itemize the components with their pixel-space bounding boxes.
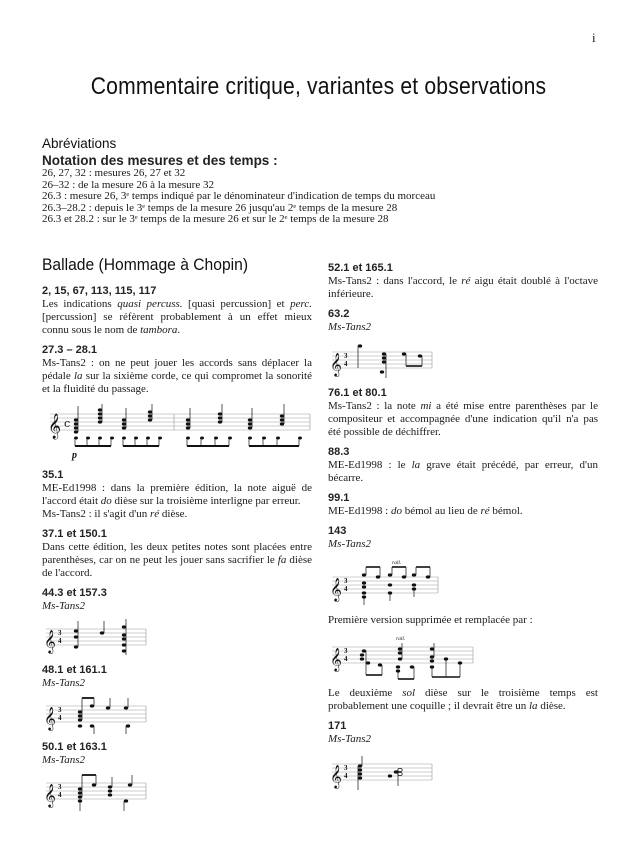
page-title: Commentaire critique, variantes et observations xyxy=(90,73,547,100)
abbrev-line: 26.3 et 28.2 : sur le 3ᵉ temps de la mesure 26 et sur le 2ᵉ temps de la mesure 28 xyxy=(42,213,389,225)
treble-clef-icon: 𝄞 xyxy=(330,647,342,671)
time-signature: 3 xyxy=(344,577,348,585)
entry-text: Dans cette édition, les deux petites notes sont placées entre parenthèses, car on ne peut les jouer sans sacrifier le fa dièse de l'accord. xyxy=(42,541,312,579)
entry-44-3 xyxy=(42,587,312,657)
page-number: i xyxy=(592,30,596,45)
abbreviations-block xyxy=(42,136,602,226)
music-example xyxy=(42,696,152,734)
source-label: Ms-Tans2 xyxy=(328,733,371,745)
entry-text: Ms-Tans2 : il s'agit d'un ré dièse. xyxy=(42,508,188,520)
source-label: Ms-Tans2 xyxy=(42,677,85,689)
svg-text:4: 4 xyxy=(344,585,348,593)
left-column xyxy=(42,255,313,818)
entry-text: Les indications quasi percuss. [quasi percussion] et perc. [percussion] se réfèrent probablement à un effet mieux connu sous le nom de tambora. xyxy=(42,298,313,336)
measure-ref: 143 xyxy=(328,525,347,537)
svg-text:4: 4 xyxy=(344,772,348,780)
music-example xyxy=(328,633,478,683)
entry-text: Ms-Tans2 : la note mi a été mise entre parenthèses par le compositeur et accompagnée d'une indication qu'il n'a pas été possible de déchiffrer. xyxy=(328,400,598,438)
svg-text:4: 4 xyxy=(58,791,62,799)
abbrev-line: 26.3–28.2 : depuis le 3ᵉ temps de la mesure 26 jusqu'au 2ᵉ temps de la mesure 28 xyxy=(42,201,398,214)
entry-52-1 xyxy=(328,262,598,301)
music-example xyxy=(42,619,152,657)
measure-ref: 2, 15, 67, 113, 115, 117 xyxy=(42,285,157,297)
time-signature: 3 xyxy=(344,764,348,772)
svg-text:4: 4 xyxy=(58,637,62,645)
dynamic-marking: p xyxy=(72,450,77,461)
entry-63-2 xyxy=(328,308,598,380)
time-signature: 3 xyxy=(58,706,62,714)
entry-171 xyxy=(328,720,598,792)
treble-clef-icon: 𝄞 xyxy=(48,414,62,439)
measure-ref: 44.3 et 157.3 xyxy=(42,587,107,599)
abbrev-line: 26.3 : mesure 26, 3ᵉ temps indiqué par le dénominateur d'indication de temps du morceau xyxy=(42,190,436,202)
entry-first-version xyxy=(328,614,598,713)
source-label: Ms-Tans2 xyxy=(328,321,371,333)
measure-ref: 88.3 xyxy=(328,446,350,458)
treble-clef-icon: 𝄞 xyxy=(44,629,56,653)
entry-text: Ms-Tans2 : on ne peut jouer les accords sans déplacer la pédale la sur la sixième corde, ce qui compromet la sonorité et la fluidité du passage. xyxy=(42,357,312,395)
section-title: Ballade (Hommage à Chopin) xyxy=(42,255,249,274)
measure-ref: 37.1 et 150.1 xyxy=(42,528,107,540)
music-example xyxy=(328,557,443,607)
rall-marking: rall. xyxy=(392,560,402,566)
entry-text: Le deuxième sol dièse sur le troisième temps est probablement une coquille ; il devrait être un la dièse. xyxy=(328,687,598,712)
entry-27-3 xyxy=(42,344,312,462)
entry-143 xyxy=(328,525,598,607)
time-signature: 3 xyxy=(58,783,62,791)
measure-ref: 50.1 et 163.1 xyxy=(42,741,107,753)
measure-ref: 27.3 – 28.1 xyxy=(42,344,98,356)
entry-2-15-67 xyxy=(42,285,312,337)
measure-ref: 171 xyxy=(328,720,347,732)
entry-48-1 xyxy=(42,664,312,734)
treble-clef-icon: 𝄞 xyxy=(330,352,342,376)
measure-ref: 48.1 et 161.1 xyxy=(42,664,107,676)
svg-text:4: 4 xyxy=(344,360,348,368)
svg-text:4: 4 xyxy=(58,714,62,722)
rall-marking: rall. xyxy=(396,636,406,642)
music-example xyxy=(42,773,152,811)
entry-text: ME-Ed1998 : le la grave était précédé, par erreur, d'un bécarre. xyxy=(328,459,598,484)
abbreviations-heading: Abréviations xyxy=(42,136,117,151)
measure-ref: 52.1 et 165.1 xyxy=(328,262,393,274)
time-signature: 3 xyxy=(58,629,62,637)
abbrev-line: 26, 27, 32 : mesures 26, 27 et 32 xyxy=(42,167,186,179)
entry-35-1 xyxy=(42,469,312,521)
treble-clef-icon: 𝄞 xyxy=(330,764,342,788)
entry-76-1 xyxy=(328,387,598,439)
time-signature: c xyxy=(64,417,71,430)
first-version-note: Première version supprimée et remplacée par : xyxy=(328,614,533,626)
measure-ref: 35.1 xyxy=(42,469,64,481)
measure-ref: 63.2 xyxy=(328,308,350,320)
time-signature: 3 xyxy=(344,352,348,360)
treble-clef-icon: 𝄞 xyxy=(44,783,56,807)
music-example-wide xyxy=(42,402,312,462)
entry-text: Ms-Tans2 : dans l'accord, le ré aigu était doublé à l'octave inférieure. xyxy=(328,275,598,300)
entry-88-3 xyxy=(328,446,598,485)
entry-37-1 xyxy=(42,528,312,580)
entry-99-1 xyxy=(328,492,598,518)
time-signature: 3 xyxy=(344,647,348,655)
right-column xyxy=(328,262,598,799)
treble-clef-icon: 𝄞 xyxy=(330,577,342,601)
svg-text:4: 4 xyxy=(344,655,348,663)
measure-ref: 76.1 et 80.1 xyxy=(328,387,387,399)
source-label: Ms-Tans2 xyxy=(328,538,371,550)
treble-clef-icon: 𝄞 xyxy=(44,706,56,730)
measure-ref: 99.1 xyxy=(328,492,350,504)
source-label: Ms-Tans2 xyxy=(42,754,85,766)
source-label: Ms-Tans2 xyxy=(42,600,85,612)
music-example xyxy=(328,752,438,792)
entry-text: ME-Ed1998 : do bémol au lieu de ré bémol. xyxy=(328,505,523,517)
entry-50-1 xyxy=(42,741,312,811)
abbrev-line: 26–32 : de la mesure 26 à la mesure 32 xyxy=(42,178,214,191)
notation-subheading: Notation des mesures et des temps : xyxy=(42,153,278,168)
entry-text: ME-Ed1998 : dans la première édition, la note aiguë de l'accord était do dièse sur la troisième interligne par erreur. xyxy=(42,482,312,507)
music-example xyxy=(328,340,438,380)
